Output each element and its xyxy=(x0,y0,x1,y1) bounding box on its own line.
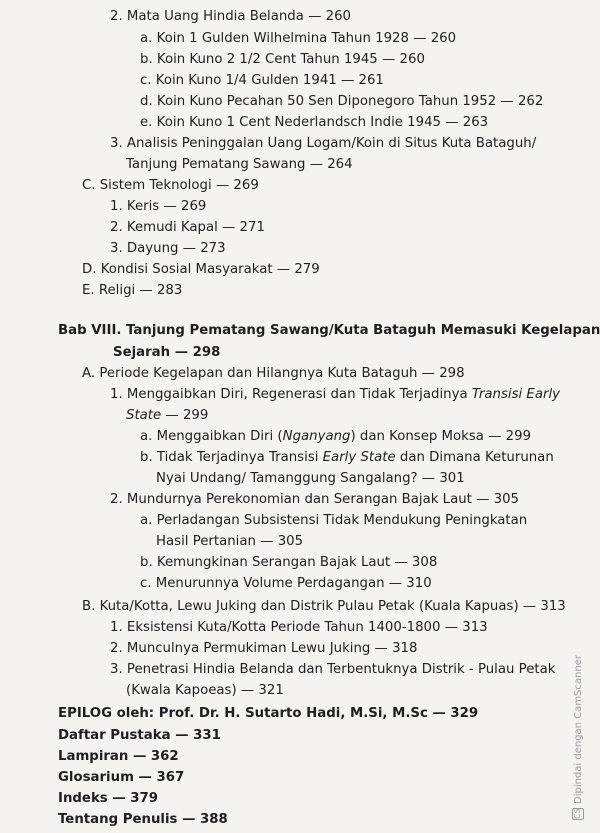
toc-entry-text: a. Menggaibkan Diri ( xyxy=(140,429,283,444)
toc-entry: Hasil Pertanian — 305 xyxy=(156,534,304,549)
toc-entry-text: a. Perladangan Subsistensi Tidak Mendukung Peningkatan xyxy=(140,513,528,528)
toc-entry: 2. Mundurnya Perekonomian dan Serangan Bajak Laut — 305 xyxy=(110,492,519,507)
back-matter-entry: Daftar Pustaka — 331 xyxy=(58,728,221,743)
toc-entry-italic: Transisi Early xyxy=(471,387,561,402)
chapter-heading: Bab VIII. Tanjung Pematang Sawang/Kuta Bataguh Memasuki Kegelapan xyxy=(58,323,600,338)
back-matter-entry: Lampiran — 362 xyxy=(58,749,179,764)
toc-entry: c. Menurunnya Volume Perdagangan — 310 xyxy=(140,576,432,591)
toc-entry: (Kwala Kapoeas) — 321 xyxy=(126,683,284,698)
toc-entry: e. Koin Kuno 1 Cent Nederlandsch Indie 1945 — 263 xyxy=(140,115,489,130)
toc-entry-text: dan Dimana Keturunan xyxy=(395,450,554,465)
back-matter-entry: Indeks — 379 xyxy=(58,791,159,806)
epilog-entry: EPILOG oleh: Prof. Dr. H. Sutarto Hadi, M.Si, M.Sc — 329 xyxy=(58,706,479,721)
toc-entry: 3. Dayung — 273 xyxy=(110,241,226,256)
toc-entry: B. Kuta/Kotta, Lewu Juking dan Distrik Pulau Petak (Kuala Kapuas) — 313 xyxy=(82,599,566,614)
toc-entry: 3. Analisis Peninggalan Uang Logam/Koin di Situs Kuta Bataguh/ xyxy=(110,136,537,151)
scanner-watermark xyxy=(572,655,584,820)
back-matter-entry: Glosarium — 367 xyxy=(58,770,185,785)
toc-entry-text: 1. Menggaibkan Diri, Regenerasi dan Tidak Terjadinya xyxy=(110,387,468,402)
toc-entry-italic: State xyxy=(126,408,162,423)
toc-entry: E. Religi — 283 xyxy=(82,283,183,298)
toc-entry-italic: Nganyang xyxy=(282,429,351,444)
toc-entry: b. Koin Kuno 2 1/2 Cent Tahun 1945 — 260 xyxy=(140,52,425,67)
scanner-watermark-text: Dipindai dengan CamScanner xyxy=(572,655,584,804)
toc-entry: C. Sistem Teknologi — 269 xyxy=(82,178,259,193)
toc-entry: 2. Kemudi Kapal — 271 xyxy=(110,220,265,235)
toc-entry xyxy=(126,407,208,425)
back-matter-entry: Tentang Penulis — 388 xyxy=(58,812,228,827)
toc-entry xyxy=(140,428,531,446)
toc-entry-text: b. Tidak Terjadinya Transisi xyxy=(140,450,323,465)
toc-entry-text: ) dan Konsep Moksa — 299 xyxy=(350,429,532,444)
chapter-heading-cont: Sejarah — 298 xyxy=(113,345,221,360)
toc-entry: Tanjung Pematang Sawang — 264 xyxy=(126,157,353,172)
toc-entry: 1. Eksistensi Kuta/Kotta Periode Tahun 1400-1800 — 313 xyxy=(110,620,488,635)
toc-entry: c. Koin Kuno 1/4 Gulden 1941 — 261 xyxy=(140,73,384,88)
toc-entry: D. Kondisi Sosial Masyarakat — 279 xyxy=(82,262,320,277)
toc-entry xyxy=(110,386,560,404)
toc-entry-text: — 299 xyxy=(161,408,209,423)
toc-entry: a. Koin 1 Gulden Wilhelmina Tahun 1928 — 260 xyxy=(140,31,457,46)
toc-entry: 1. Keris — 269 xyxy=(110,199,207,214)
toc-entry: 3. Penetrasi Hindia Belanda dan Terbentuknya Distrik - Pulau Petak xyxy=(110,662,556,677)
toc-entry: 2. Munculnya Permukiman Lewu Juking — 318 xyxy=(110,641,418,656)
camscanner-icon: CS xyxy=(573,808,582,819)
toc-entry: b. Kemungkinan Serangan Bajak Laut — 308 xyxy=(140,555,438,570)
toc-entry xyxy=(140,449,554,467)
toc-entry: d. Koin Kuno Pecahan 50 Sen Diponegoro Tahun 1952 — 262 xyxy=(140,94,544,109)
toc-entry xyxy=(140,512,532,530)
toc-entry: A. Periode Kegelapan dan Hilangnya Kuta Bataguh — 298 xyxy=(82,366,465,381)
toc-entry-italic: Early State xyxy=(322,450,396,465)
toc-entry: 2. Mata Uang Hindia Belanda — 260 xyxy=(110,9,352,24)
toc-entry: Nyai Undang/ Tamanggung Sangalang? — 301 xyxy=(156,471,465,486)
